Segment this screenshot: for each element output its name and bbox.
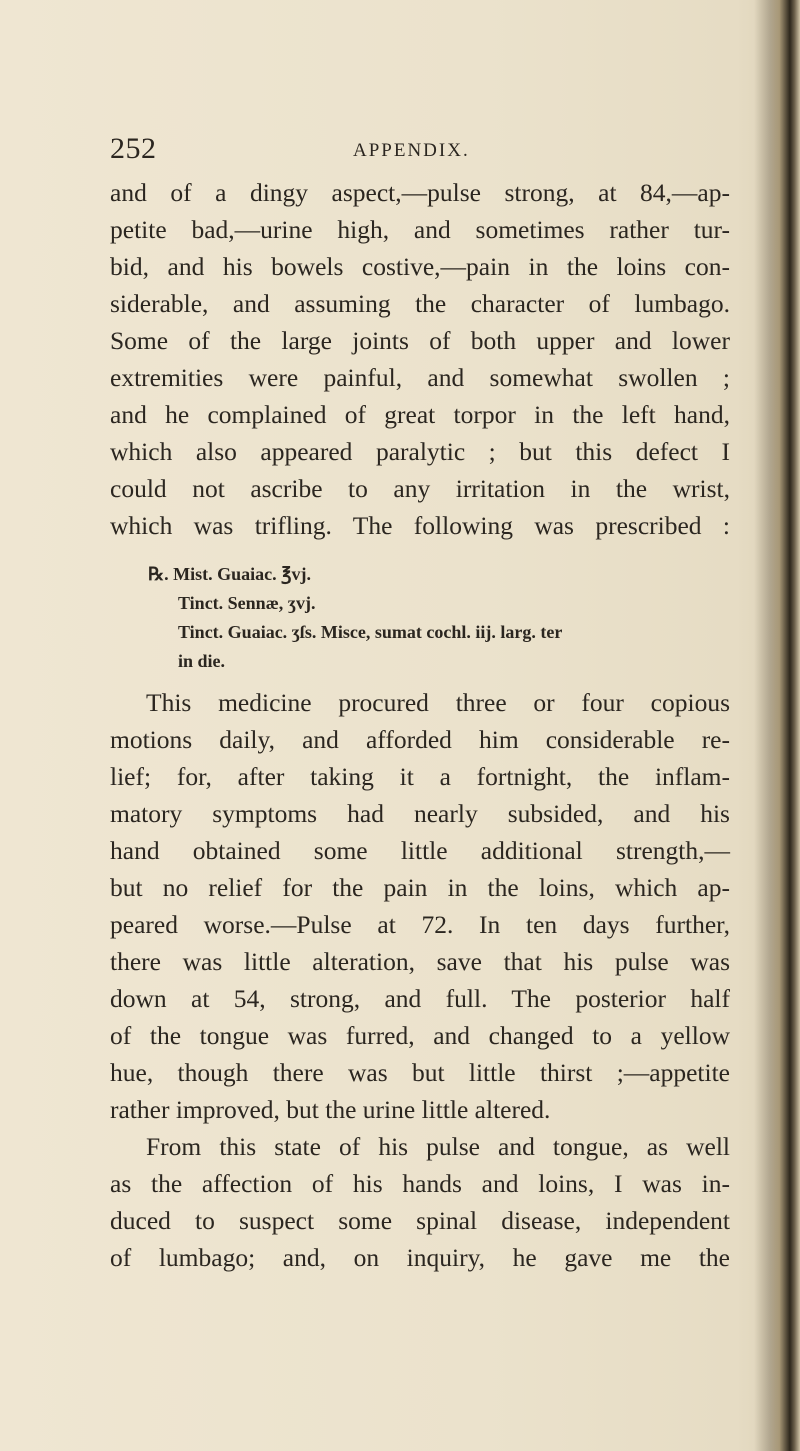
text-line: could not ascribe to any irritation in the wrist,	[110, 474, 730, 503]
running-head: APPENDIX.	[353, 140, 470, 161]
prescription-line: ℞. Mist. Guaiac. ℥vj.	[148, 564, 312, 584]
text-line: and of a dingy aspect,—pulse strong, at 84,—ap-	[110, 178, 730, 207]
text-line: which was trifling. The following was prescribed :	[110, 511, 730, 540]
paragraph-2	[110, 684, 730, 1128]
text-line: hue, though there was but little thirst ;—appetite	[110, 1058, 730, 1087]
prescription-block	[148, 560, 720, 676]
text-line: lief; for, after taking it a fortnight, the inflam-	[110, 762, 730, 791]
prescription-line: Tinct. Guaiac. ʒſs. Misce, sumat cochl. iij. larg. ter	[178, 622, 563, 642]
text-line: motions daily, and afforded him considerable re-	[110, 725, 730, 754]
prescription-line: in die.	[178, 651, 226, 671]
text-line: petite bad,—urine high, and sometimes rather tur-	[110, 215, 730, 244]
prescription-line: Tinct. Sennæ, ʒvj.	[178, 593, 316, 613]
text-line: bid, and his bowels costive,—pain in the loins con-	[110, 252, 730, 281]
text-line: there was little alteration, save that his pulse was	[110, 947, 730, 976]
text-line: extremities were painful, and somewhat swollen ;	[110, 363, 730, 392]
text-line: matory symptoms had nearly subsided, and his	[110, 799, 730, 828]
text-line: Some of the large joints of both upper and lower	[110, 326, 730, 355]
page-edge-shadow	[754, 0, 800, 1451]
text-line: This medicine procured three or four copious	[146, 688, 730, 717]
text-line: siderable, and assuming the character of lumbago.	[110, 289, 730, 318]
text-line: duced to suspect some spinal disease, independent	[110, 1206, 730, 1235]
text-line: of the tongue was furred, and changed to a yellow	[110, 1021, 730, 1050]
text-line: and he complained of great torpor in the left hand,	[110, 400, 730, 429]
paragraph-3	[110, 1128, 730, 1276]
text-line: From this state of his pulse and tongue, as well	[146, 1132, 730, 1161]
text-line: but no relief for the pain in the loins, which ap-	[110, 873, 730, 902]
text-line: rather improved, but the urine little altered.	[110, 1095, 551, 1124]
text-line: of lumbago; and, on inquiry, he gave me the	[110, 1243, 730, 1272]
page-header	[110, 132, 730, 172]
page-number: 252	[110, 132, 157, 165]
paragraph-1	[110, 174, 730, 544]
text-line: down at 54, strong, and full. The posterior half	[110, 984, 730, 1013]
text-line: peared worse.—Pulse at 72. In ten days further,	[110, 910, 730, 939]
text-line: as the affection of his hands and loins, I was in-	[110, 1169, 730, 1198]
text-line: which also appeared paralytic ; but this defect I	[110, 437, 730, 466]
text-line: hand obtained some little additional strength,—	[110, 836, 730, 865]
